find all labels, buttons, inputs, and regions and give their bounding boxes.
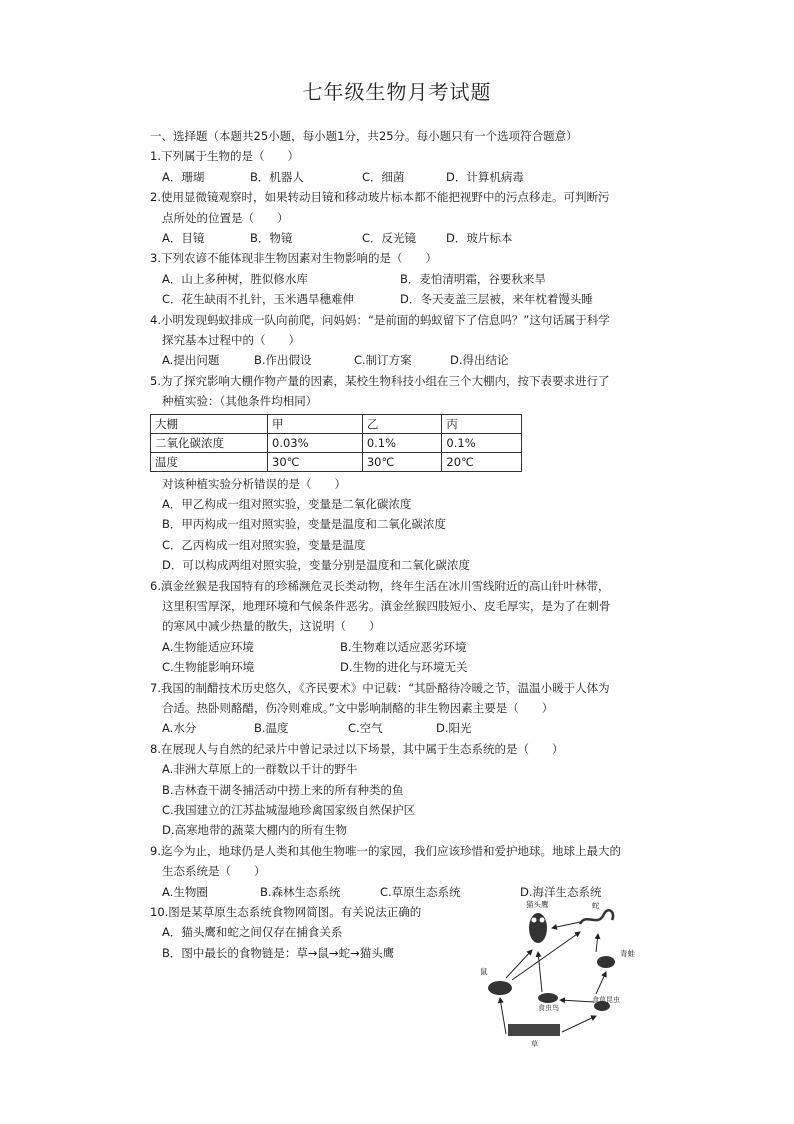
exam-body — [150, 126, 670, 963]
q6-option-a: A.生物能适应环境 — [162, 639, 254, 654]
table-header-cell: 大棚 — [151, 414, 268, 433]
owl-icon — [529, 913, 547, 943]
q5-question: 对该种植实验分析错误的是（ ） — [162, 476, 346, 491]
bird-icon — [538, 993, 558, 1003]
q1-option-c: C．细菌 — [362, 169, 405, 184]
experiment-table — [150, 414, 522, 472]
table-header-cell: 乙 — [362, 414, 442, 433]
table-cell: 0.03% — [268, 433, 363, 452]
table-header-cell: 甲 — [268, 414, 363, 433]
exam-title: 七年级生物月考试题 — [302, 80, 492, 104]
q10-option-a: A．猫头鹰和蛇之间仅存在捕食关系 — [162, 925, 343, 940]
q5-option-a: A．甲乙构成一组对照实验，变量是二氧化碳浓度 — [162, 497, 412, 512]
q6-options-row1 — [150, 637, 670, 657]
q4-stem-line2: 探究基本过程中的（ ） — [162, 333, 300, 347]
q7-options — [150, 718, 670, 738]
q5-stem-line2: 种植实验：（其他条件均相同） — [162, 394, 318, 409]
q7-stem-line1: 7.我国的制醋技术历史悠久，《齐民要术》中记载：“其卧酪待冷暖之节，温温小暖于人体为 — [150, 680, 610, 695]
q1-stem: 1.下列属于生物的是（ ） — [150, 149, 299, 164]
q1-options — [150, 167, 670, 187]
q5-option-b: B．甲丙构成一组对照实验，变量是温度和二氧化碳浓度 — [162, 517, 446, 532]
q3-options-row1 — [150, 269, 670, 289]
bird-label: 食虫鸟 — [538, 1004, 559, 1012]
q8-option-d: D.高寒地带的蔬菜大棚内的所有生物 — [162, 823, 348, 838]
q9-option-d: D.海洋生态系统 — [520, 884, 602, 899]
q5-option-d: D．可以构成两组对照实验，变量分别是温度和二氧化碳浓度 — [162, 558, 470, 573]
arrow-mouse-to-snake — [512, 932, 580, 980]
q6-stem-line3: 的寒风中减少热量的散失，这说明（ ） — [162, 619, 381, 634]
insect-label: 食草昆虫 — [592, 996, 620, 1004]
table-cell: 20℃ — [442, 452, 522, 471]
q4-options — [150, 350, 670, 370]
q3-option-b: B．麦怕清明霜，谷要秋来旱 — [400, 271, 546, 286]
food-web-arrows — [500, 922, 606, 1034]
q2-option-b: B．物镜 — [250, 231, 293, 246]
q7-option-d: D.阳光 — [436, 721, 472, 736]
table-cell: 30℃ — [362, 452, 442, 471]
q1-option-a: A．珊瑚 — [162, 169, 205, 184]
q6-option-c: C.生物能影响环境 — [162, 660, 255, 675]
grass-label: 草 — [531, 1040, 538, 1048]
mouse-icon — [488, 981, 512, 995]
q5-stem-line1: 5.为了探究影响大棚作物产量的因素，某校生物科技小组在三个大棚内，按下表要求进行了 — [150, 373, 610, 388]
snake-label: 蛇 — [592, 901, 600, 910]
q8-option-b: B.吉林查干湖冬捕活动中捞上来的所有种类的鱼 — [162, 782, 404, 797]
q3-option-c: C．花生缺雨不扎针，玉米遇旱穗难伸 — [162, 292, 355, 307]
q8-stem: 8.在展现人与自然的纪录片中曾记录过以下场景，其中属于生态系统的是（ ） — [150, 741, 564, 756]
q8-option-a: A.非洲大草原上的一群数以千计的野牛 — [162, 762, 358, 777]
q7-stem-line2: 合适。热卧则酪醋，伤冷则难成。”文中影响制酪的非生物因素主要是（ ） — [162, 701, 554, 716]
q3-option-d: D．冬天麦盖三层被，来年枕着馒头睡 — [400, 292, 593, 307]
table-cell: 30℃ — [268, 452, 363, 471]
q2-option-c: C．反光镜 — [362, 231, 417, 246]
table-cell: 0.1% — [362, 433, 442, 452]
q3-option-a: A．山上多种树，胜似修水库 — [162, 271, 308, 286]
q10-stem: 10.图是某草原生态系统食物网简图。有关说法正确的 — [150, 905, 422, 920]
q7-option-b: B.温度 — [254, 721, 289, 736]
q4-option-b: B.作出假设 — [254, 353, 312, 368]
table-cell: 二氧化碳浓度 — [151, 433, 268, 452]
q10-option-b: B．图中最长的食物链是：草→鼠→蛇→猫头鹰 — [162, 945, 395, 960]
q9-stem-line2: 生态系统是（ ） — [162, 864, 266, 879]
frog-label: 青蛙 — [620, 949, 635, 958]
q9-option-b: B.森林生态系统 — [260, 884, 341, 899]
q2-stem-line2: 点所处的位置是（ ） — [162, 210, 289, 225]
table-cell: 温度 — [151, 452, 268, 471]
q6-stem-line2: 这里积雪厚深，地理环境和气候条件恶劣。滇金丝猴四肢短小、皮毛厚实，是为了在刺骨 — [162, 599, 611, 614]
q3-options-row2 — [150, 289, 670, 309]
q9-option-c: C.草原生态系统 — [380, 884, 461, 899]
q2-stem-line1: 2.使用显微镜观察时，如果转动目镜和移动玻片标本都不能把视野中的污点移走。可判断污 — [150, 190, 610, 205]
owl-label: 猫头鹰 — [526, 900, 549, 909]
q4-stem-line1: 4.小明发现蚂蚁排成一队向前爬，问妈妈：“是前面的蚂蚁留下了信息吗？”这句话属于科学 — [150, 312, 610, 327]
grass-icon — [508, 1024, 560, 1036]
q3-stem: 3.下列农谚不能体现非生物因素对生物影响的是（ ） — [150, 251, 437, 266]
mouse-label: 鼠 — [480, 967, 488, 976]
q2-options — [150, 228, 670, 248]
q7-option-a: A.水分 — [162, 721, 197, 736]
q6-option-d: D.生物的进化与环境无关 — [340, 660, 468, 675]
q2-option-a: A．目镜 — [162, 231, 205, 246]
q4-option-d: D.得出结论 — [450, 353, 509, 368]
q1-option-b: B．机器人 — [250, 169, 304, 184]
q4-option-c: C.制订方案 — [354, 353, 412, 368]
table-header-cell: 丙 — [442, 414, 522, 433]
q4-option-a: A.提出问题 — [162, 353, 220, 368]
arrow-snake-to-owl — [552, 922, 580, 928]
arrow-grass-to-mouse — [500, 998, 506, 1034]
table-header-row — [151, 414, 522, 433]
arrow-insect-to-bird — [560, 1000, 594, 1002]
frog-icon — [597, 956, 615, 968]
arrow-frog-to-snake — [596, 934, 598, 952]
section-heading: 一、选择题（本题共25小题，每小题1分，共25分。每小题只有一个选项符合题意） — [150, 129, 578, 143]
q1-option-d: D．计算机病毒 — [446, 169, 524, 184]
q2-option-d: D．玻片标本 — [446, 231, 513, 246]
q8-option-c: C.我国建立的江苏盐城湿地珍禽国家级自然保护区 — [162, 803, 416, 818]
q6-option-b: B.生物难以适应恶劣环境 — [340, 639, 467, 654]
q5-option-c: C．乙丙构成一组对照实验，变量是温度 — [162, 537, 366, 552]
q9-stem-line1: 9.迄今为止，地球仍是人类和其他生物唯一的家园，我们应该珍惜和爱护地球。地球上最大的 — [150, 843, 621, 858]
arrow-bird-to-owl — [538, 952, 542, 992]
q6-options-row2 — [150, 657, 670, 677]
q9-option-a: A.生物圈 — [162, 884, 208, 899]
arrow-mouse-to-owl — [506, 950, 532, 978]
q6-stem-line1: 6.滇金丝猴是我国特有的珍稀濒危灵长类动物，终年生活在冰川雪线附近的高山针叶林带， — [150, 578, 610, 593]
q7-option-c: C.空气 — [348, 721, 383, 736]
table-row — [151, 433, 522, 452]
snake-icon — [580, 910, 613, 924]
arrow-grass-to-insect — [562, 1016, 596, 1032]
table-row — [151, 452, 522, 471]
table-cell: 0.1% — [442, 433, 522, 452]
arrow-insect-to-frog — [596, 972, 606, 994]
food-web-diagram — [476, 898, 636, 1048]
